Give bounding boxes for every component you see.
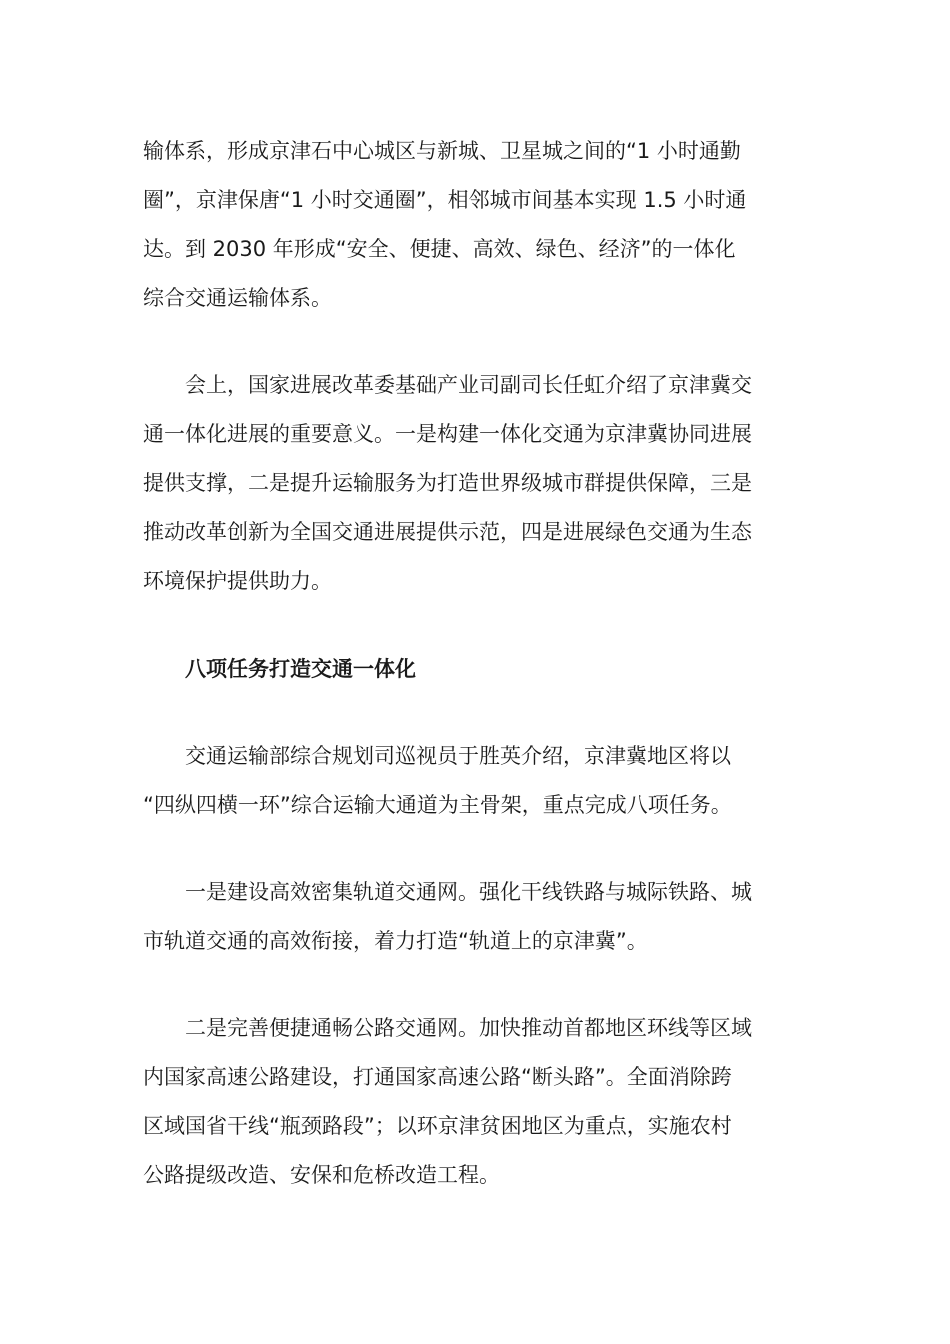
text-line: 区域国省干线“瓶颈路段”；以环京津贫困地区为重点，实施农村 <box>143 1114 732 1138</box>
paragraph-transport-system <box>143 127 809 323</box>
heading-text: 八项任务打造交通一体化 <box>143 657 416 681</box>
text-line: 公路提级改造、安保和危桥改造工程。 <box>143 1163 500 1187</box>
text-line: 提供支撑，二是提升运输服务为打造世界级城市群提供保障，三是 <box>143 471 752 495</box>
paragraph-rail-network <box>143 868 809 966</box>
paragraph-meeting-significance <box>143 361 809 606</box>
text-line: 环境保护提供助力。 <box>143 569 332 593</box>
text-line: 内国家高速公路建设，打通国家高速公路“断头路”。全面消除跨 <box>143 1065 732 1089</box>
text-line: 会上，国家进展改革委基础产业司副司长任虹介绍了京津冀交 <box>143 373 752 397</box>
text-line: 综合交通运输体系。 <box>143 286 332 310</box>
text-line: 输体系，形成京津石中心城区与新城、卫星城之间的“1 小时通勤 <box>143 139 741 163</box>
text-line: 达。到 2030 年形成“安全、便捷、高效、绿色、经济”的一体化 <box>143 237 736 261</box>
text-line: 推动改革创新为全国交通进展提供示范，四是进展绿色交通为生态 <box>143 520 752 544</box>
text-line: 交通运输部综合规划司巡视员于胜英介绍，京津冀地区将以 <box>143 744 731 768</box>
text-line: 圈”，京津保唐“1 小时交通圈”，相邻城市间基本实现 1.5 小时通 <box>143 188 747 212</box>
text-line: “四纵四横一环”综合运输大通道为主骨架，重点完成八项任务。 <box>143 793 732 817</box>
text-line: 市轨道交通的高效衔接，着力打造“轨道上的京津冀”。 <box>143 929 648 953</box>
text-line: 通一体化进展的重要意义。一是构建一体化交通为京津冀协同进展 <box>143 422 752 446</box>
text-line: 一是建设高效密集轨道交通网。强化干线铁路与城际铁路、城 <box>143 880 752 904</box>
text-line: 二是完善便捷通畅公路交通网。加快推动首都地区环线等区域 <box>143 1016 752 1040</box>
section-heading <box>143 645 809 694</box>
paragraph-eight-tasks-intro <box>143 732 809 830</box>
paragraph-road-network <box>143 1004 809 1200</box>
